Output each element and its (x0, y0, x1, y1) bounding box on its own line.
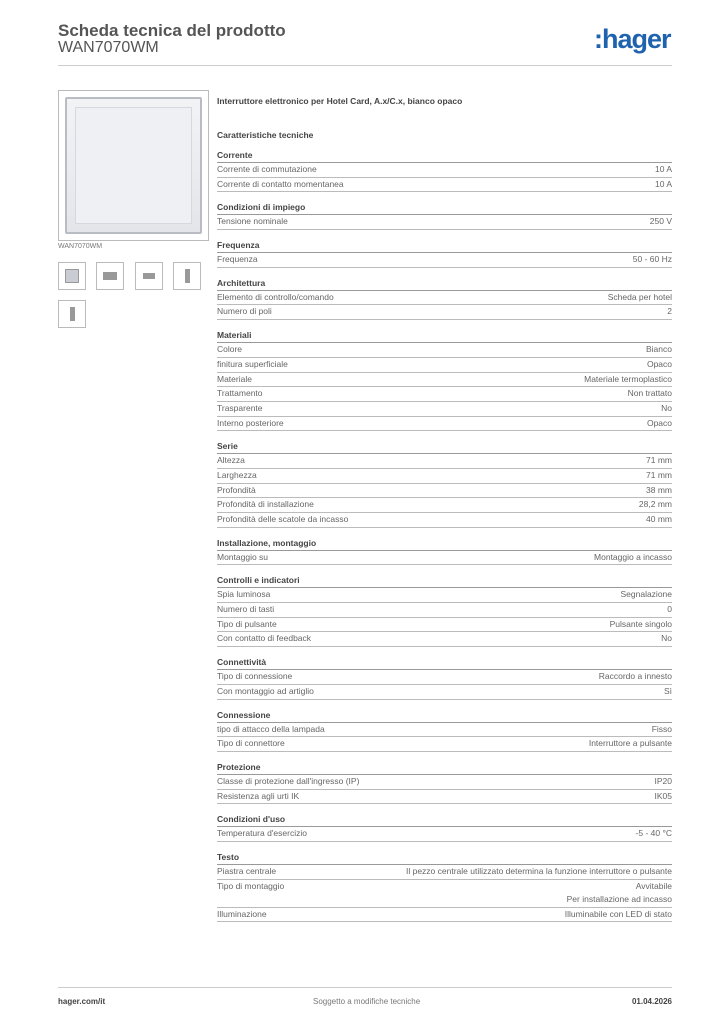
spec-row (217, 215, 672, 230)
spec-row (217, 469, 672, 484)
product-image (58, 90, 209, 241)
spec-row (217, 775, 672, 790)
spec-value: 40 mm (646, 514, 672, 524)
spec-row (217, 417, 672, 432)
spec-value: 250 V (649, 216, 672, 227)
spec-row (217, 670, 672, 685)
spec-group (217, 439, 672, 527)
spec-row (217, 358, 672, 373)
spec-row (217, 454, 672, 469)
spec-label: Larghezza (217, 469, 257, 480)
spec-group (217, 328, 672, 431)
hager-logo: :hager (594, 24, 671, 54)
spec-value: Fisso (651, 723, 672, 734)
spec-value: Il pezzo centrale utilizzato determina la funzione interruttore o pulsante (405, 865, 672, 876)
spec-row (217, 618, 672, 633)
spec-label: finitura superficiale (217, 358, 288, 369)
spec-value: 71 mm (646, 455, 672, 466)
spec-label: Numero di poli (217, 306, 272, 317)
spec-label: Con contatto di feedback (217, 633, 312, 644)
spec-value: Materiale termoplastico (584, 373, 672, 384)
footer-date: 01.04.2026 (631, 997, 672, 1006)
spec-value: Pulsante singolo (609, 618, 672, 629)
spec-label: Temperatura d'esercizio (217, 828, 307, 839)
spec-group (217, 276, 672, 320)
thumbnail-side-left[interactable] (58, 300, 86, 328)
spec-label: Spia luminosa (217, 589, 271, 600)
spec-value: IP20 (654, 775, 672, 786)
spec-value: 50 - 60 Hz (632, 254, 672, 265)
spec-label: Piastra centrale (217, 865, 277, 876)
spec-group-title: Materiali (217, 328, 672, 343)
spec-value: Bianco (646, 344, 672, 355)
spec-group-title: Installazione, montaggio (217, 536, 672, 551)
header-divider (58, 65, 672, 66)
spec-value: Raccordo a innesto (598, 671, 672, 682)
spec-label: Altezza (217, 455, 245, 466)
spec-label: Interno posteriore (217, 417, 284, 428)
spec-label: Profondità delle scatole da incasso (217, 514, 349, 524)
spec-label: Frequenza (217, 254, 258, 265)
spec-row (217, 551, 672, 566)
spec-group-title: Connettività (217, 655, 672, 670)
spec-value: Opaco (646, 417, 672, 428)
spec-group-title: Testo (217, 850, 672, 865)
spec-label: Numero di tasti (217, 604, 275, 615)
spec-label: Tipo di connettore (217, 738, 285, 749)
image-caption: WAN7070WM (58, 243, 103, 250)
spec-label: Classe di protezione dall'ingresso (IP) (217, 775, 360, 786)
spec-group (217, 573, 672, 647)
spec-row (217, 305, 672, 320)
spec-value: -5 - 40 °C (635, 828, 672, 839)
spec-label: Materiale (217, 373, 252, 384)
spec-label: Resistenza agli urti IK (217, 790, 300, 801)
spec-label: Tipo di montaggio (217, 880, 285, 891)
spec-label: Trattamento (217, 388, 263, 399)
spec-row (217, 253, 672, 268)
spec-row (217, 723, 672, 738)
spec-group (217, 238, 672, 268)
spec-row (217, 865, 672, 880)
spec-label: Colore (217, 344, 243, 355)
spec-group-title: Controlli e indicatori (217, 573, 672, 588)
spec-group-title: Condizioni d'uso (217, 812, 672, 827)
spec-label: Profondità (217, 484, 256, 495)
spec-group (217, 850, 672, 922)
spec-value: IK05 (654, 790, 672, 801)
spec-group-title: Protezione (217, 760, 672, 775)
spec-value: 28,2 mm (638, 499, 672, 510)
spec-value: Segnalazione (620, 589, 672, 600)
spec-row (217, 827, 672, 842)
spec-group-title: Corrente (217, 148, 672, 163)
spec-row (217, 484, 672, 499)
spec-row (217, 178, 672, 193)
spec-value: Interruttore a pulsante (588, 738, 672, 749)
thumbnail-front[interactable] (58, 262, 86, 290)
spec-value: No (661, 633, 672, 644)
spec-group (217, 655, 672, 699)
spec-value: Sì (663, 685, 672, 696)
spec-value: Avvitabile Per installazione ad incasso (566, 880, 672, 905)
spec-label: Tipo di pulsante (217, 618, 277, 629)
page-title: Scheda tecnica del prodotto (58, 21, 286, 40)
spec-row (217, 737, 672, 752)
spec-label: Con montaggio ad artiglio (217, 685, 314, 696)
spec-label: Elemento di controllo/comando (217, 291, 334, 302)
spec-row (217, 790, 672, 805)
spec-group-title: Architettura (217, 276, 672, 291)
spec-label: Profondità di installazione (217, 499, 314, 510)
spec-value: Illuminabile con LED di stato (564, 908, 672, 919)
spec-row (217, 402, 672, 417)
spec-value: 10 A (654, 164, 672, 174)
spec-value: Non trattato (627, 388, 672, 399)
spec-group-title: Serie (217, 439, 672, 454)
thumbnail-bottom[interactable] (135, 262, 163, 290)
thumbnail-top[interactable] (96, 262, 124, 290)
footer-note: Soggetto a modifiche tecniche (313, 997, 421, 1006)
spec-label: tipo di attacco della lampada (217, 723, 325, 734)
footer-website[interactable]: hager.com/it (58, 997, 106, 1006)
spec-label: Trasparente (217, 402, 263, 413)
spec-label: Tensione nominale (217, 216, 288, 227)
spec-label: Corrente di contatto momentanea (217, 178, 344, 189)
spec-row (217, 908, 672, 923)
spec-row (217, 685, 672, 700)
spec-group (217, 148, 672, 192)
spec-group (217, 536, 672, 566)
spec-label: Tipo di connessione (217, 671, 293, 682)
spec-group (217, 760, 672, 804)
spec-row (217, 880, 672, 908)
spec-value: 2 (667, 306, 672, 317)
spec-value: Scheda per hotel (607, 291, 672, 302)
spec-value: 0 (667, 604, 672, 615)
spec-row (217, 588, 672, 603)
spec-group-title: Condizioni di impiego (217, 200, 672, 215)
spec-value: No (661, 402, 672, 413)
spec-value: Montaggio a incasso (594, 551, 672, 562)
spec-group (217, 708, 672, 752)
product-description: Interruttore elettronico per Hotel Card, A.x/C.x, bianco opaco (217, 96, 463, 106)
spec-label: Illuminazione (217, 908, 267, 919)
spec-row (217, 373, 672, 388)
spec-value: 71 mm (646, 469, 672, 480)
footer-divider (58, 987, 672, 988)
spec-value: Opaco (646, 358, 672, 369)
spec-row (217, 603, 672, 618)
spec-label: Corrente di commutazione (217, 164, 317, 174)
section-title: Caratteristiche tecniche (217, 130, 314, 140)
spec-row (217, 632, 672, 647)
spec-group (217, 200, 672, 230)
spec-row (217, 387, 672, 402)
spec-row (217, 343, 672, 358)
spec-table (217, 130, 672, 930)
spec-group-title: Frequenza (217, 238, 672, 253)
spec-row (217, 163, 672, 178)
spec-value: 10 A (654, 178, 672, 189)
spec-group-title: Connessione (217, 708, 672, 723)
spec-label: Montaggio su (217, 551, 269, 562)
spec-value: 38 mm (646, 484, 672, 495)
spec-row (217, 513, 672, 528)
spec-row (217, 498, 672, 513)
spec-row (217, 291, 672, 306)
thumbnail-side-right[interactable] (173, 262, 201, 290)
spec-group (217, 812, 672, 842)
product-code: WAN7070WM (58, 39, 159, 56)
